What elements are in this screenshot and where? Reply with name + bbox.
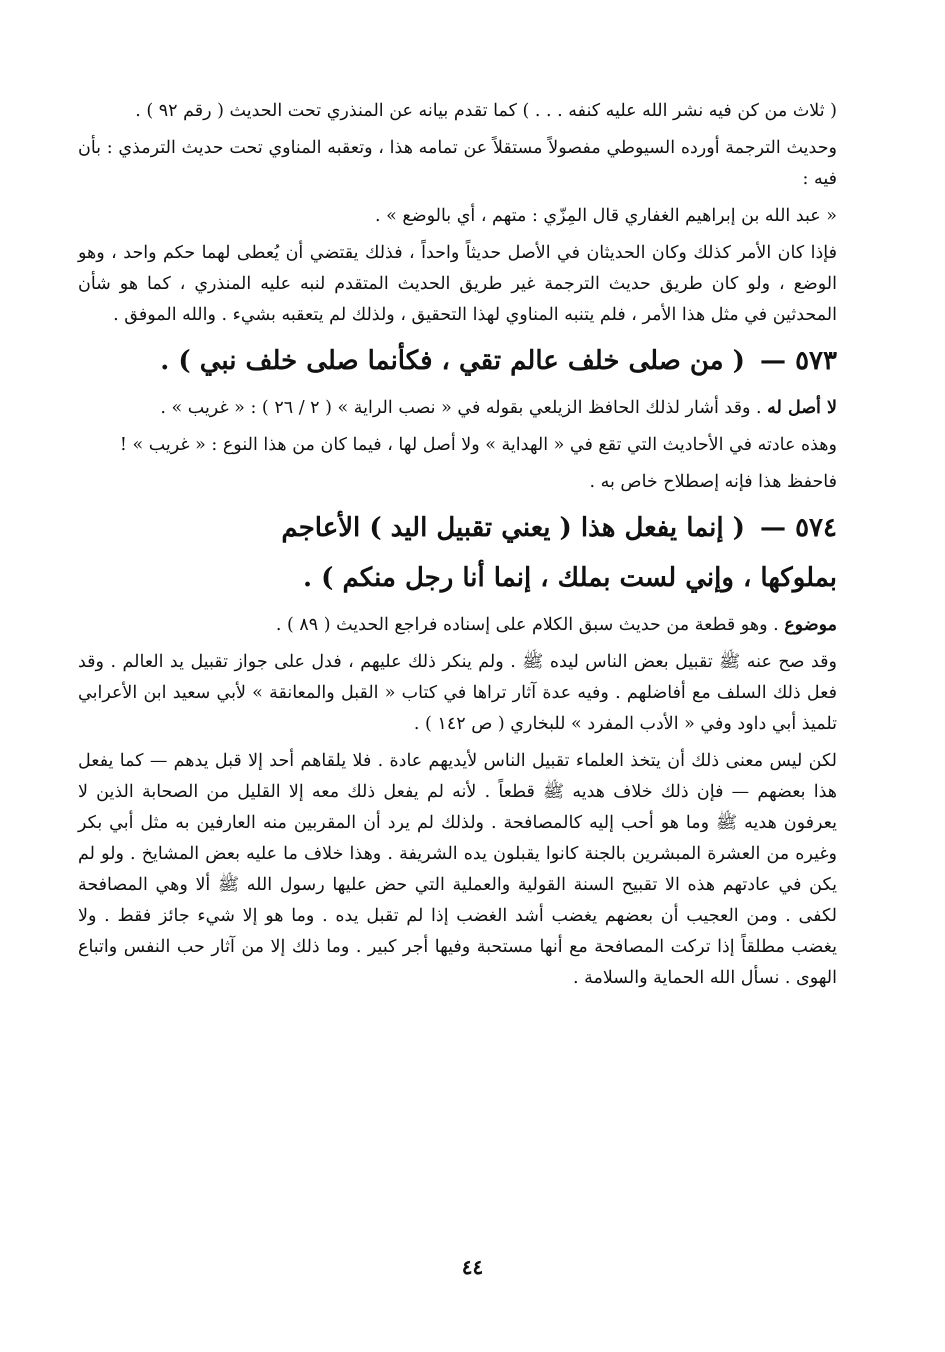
paragraph: فإذا كان الأمر كذلك وكان الحديثان في الأصل حديثاً واحداً ، فذلك يقتضي أن يُعطى لهما حكم واحد ، وهو الوضع ، ولو كان طريق حديث الترجمة غير طريق الحديث المتقدم لنبه عليه المنذري ، كما هو شأن المحدثين في مثل هذا الأمر ، فلم يتنبه المناوي لهذا التحقيق ، ولذلك لم يتعقبه بشيء . والله الموفق . (78, 243, 837, 325)
hadith-text: ( إنما يفعل هذا ( يعني تقبيل اليد ) الأعاجم (281, 513, 745, 543)
paragraph: وقد صح عنه ﷺ تقبيل بعض الناس ليده ﷺ . ولم ينكر ذلك عليهم ، فدل على جواز تقبيل يد العالم . وقد فعل ذلك السلف مع أفاضلهم . وفيه عدة آثار تراها في كتاب « القبل والمعانقة » لأبي سعيد ابن الأعرابي تلميذ أبي داود وفي « الأدب المفرد » للبخاري ( ص ١٤٢ ) . (78, 652, 837, 734)
hadith-573-heading (78, 337, 837, 385)
hadith-number: ٥٧٣ — (760, 346, 837, 376)
hadith-574-heading (78, 504, 837, 552)
hadith-574-ruling (78, 610, 837, 641)
quoted-narrator-note: « عبد الله بن إبراهيم الغفاري قال المِزّي : متهم ، أي بالوضع » . (375, 206, 837, 226)
hadith-573-ruling (78, 393, 837, 424)
hadith-574-heading-cont: بملوكها ، وإني لست بملك ، إنما أنا رجل منكم ) . (303, 563, 837, 593)
ruling-text: . وهو قطعة من حديث سبق الكلام على إسناده فراجع الحديث ( ٨٩ ) . (275, 615, 779, 635)
hadith-number: ٥٧٤ — (760, 513, 837, 543)
hadith-verdict: موضوع (784, 615, 837, 635)
paragraph: وحديث الترجمة أورده السيوطي مفصولاً مستقلاً عن تمامه هذا ، وتعقبه المناوي تحت حديث الترمذي : بأن فيه : (78, 138, 837, 189)
paragraph: ( ثلاث من كن فيه نشر الله عليه كنفه . . . ) كما تقدم بيانه عن المنذري تحت الحديث ( رقم ٩٢ ) . (135, 101, 837, 121)
paragraph: وهذه عادته في الأحاديث التي تقع في « الهداية » ولا أصل لها ، فيما كان من هذا النوع : « غريب » ! (119, 435, 837, 455)
ruling-text: . وقد أشار لذلك الحافظ الزيلعي بقوله في « نصب الراية » ( ٢ / ٢٦ ) : « غريب » . (160, 398, 762, 418)
paragraph: فاحفظ هذا فإنه إصطلاح خاص به . (589, 472, 837, 492)
paragraph: لكن ليس معنى ذلك أن يتخذ العلماء تقبيل الناس لأيديهم عادة . فلا يلقاهم أحد إلا قبل يدهم — كما يفعل هذا بعضهم — فإن ذلك خلاف هديه ﷺ قطعاً . لأنه لم يفعل ذلك معه إلا القليل من الصحابة الذين لا يعرفون هديه ﷺ وما هو أحب إليه كالمصافحة . ولذلك لم يرد أن المقربين منه العارفين به مثل أبي بكر وغيره من العشرة المبشرين بالجنة كانوا يقبلون يده الشريفة . وهذا خلاف ما عليه بعض المشايخ . ولو لم يكن في عادتهم هذه الا تقبيح السنة القولية والعملية التي حض عليها رسول الله ﷺ ألا وهي المصافحة لكفى . ومن العجيب أن بعضهم يغضب أشد الغضب إذا لم تقبل يده . وما هو إلا شيء جائز فقط . ولا يغضب مطلقاً إذا تركت المصافحة مع أنها مستحبة وفيها أجر كبير . وما ذلك إلا من آثار حب النفس واتباع الهوى . نسأل الله الحماية والسلامة . (78, 751, 837, 988)
hadith-verdict: لا أصل له (767, 398, 837, 418)
page-number: ٤٤ (461, 1255, 484, 1279)
hadith-text: ( من صلى خلف عالم تقي ، فكأنما صلى خلف نبي ) . (160, 346, 745, 376)
